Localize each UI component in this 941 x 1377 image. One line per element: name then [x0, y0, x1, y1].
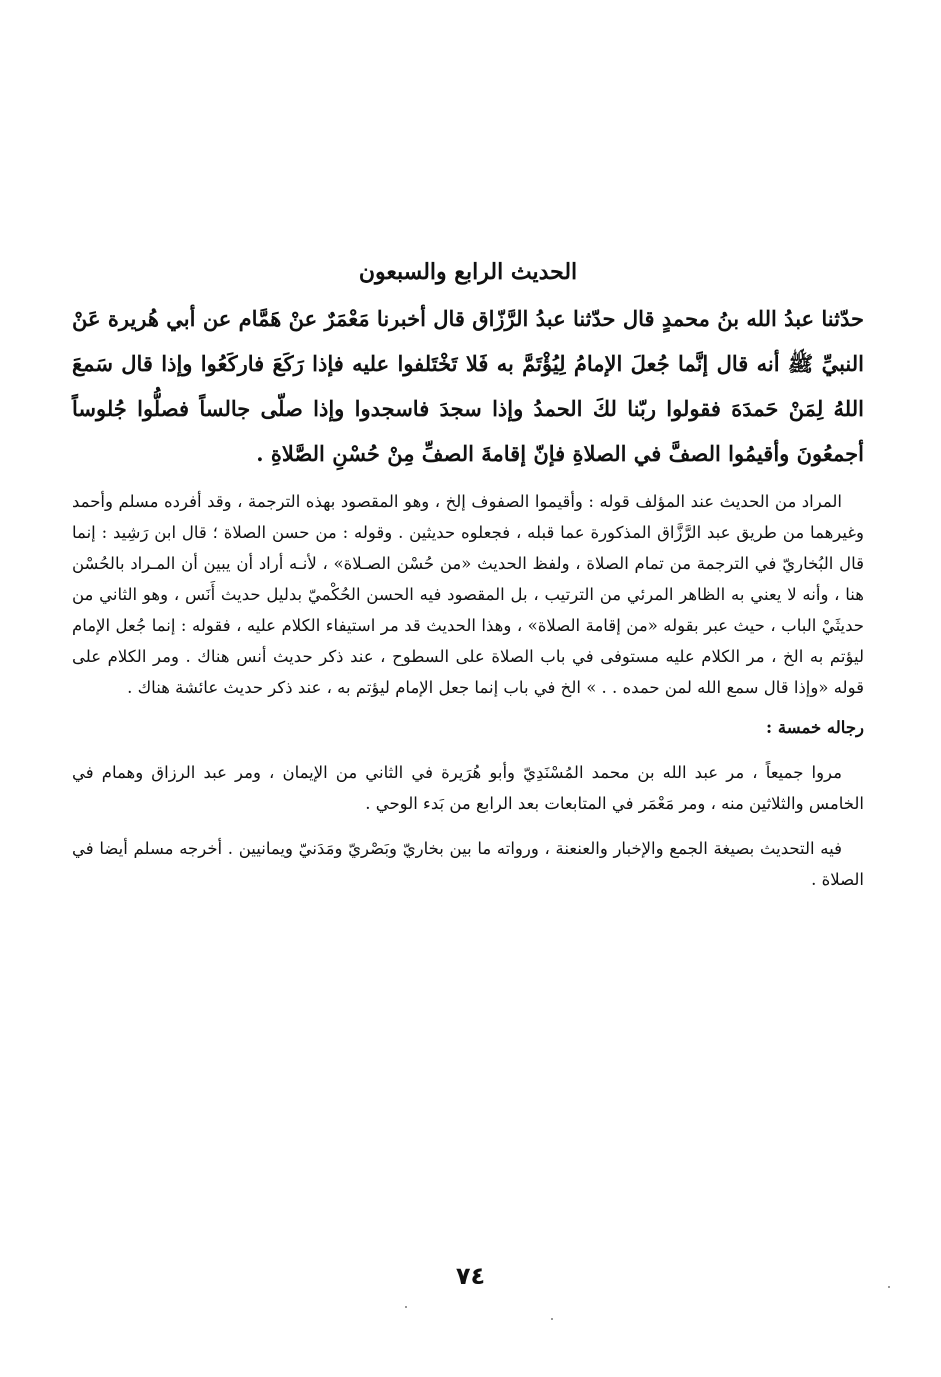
commentary-paragraph: المراد من الحديث عند المؤلف قوله : وأقيموا الصفوف إلخ ، وهو المقصود بهذه الترجمة ، وقد أفرده مسلم وأحمد وغيرهما من طريق عبد الرَّزَّاق المذكورة عما قبله ، فجعلوه حديثين . وقوله : من حسن الصلاة ؛ قال ابن رَشِيد : إنما قال البُخاريّ في الترجمة من تمام الصلاة ، ولفظ الحديث «من حُسْن الصـلاة» ، لأنـه أراد أن يبين أن المـراد بالحُسْن هنا ، وأنه لا يعني به الظاهر المرئي من الترتيب ، بل المقصود فيه الحسن الحُكْميّ بدليل حديث أَنَس ، وهو الثاني من حديثَيْ الباب ، حيث عبر بقوله «من إقامة الصلاة» ، وهذا الحديث قد مر استيفاء الكلام عليه ، فقوله : إنما جُعل الإمام ليؤتم به الخ ، مر الكلام عليه مستوفى في باب الصلاة على السطوح ، عند ذكر حديث أنس هناك . ومر الكلام على قوله «وإذا قال سمع الله لمن حمده . . » الخ في باب إنما جعل الإمام ليؤتم به ، عند ذكر حديث عائشة هناك . — [72, 492, 864, 697]
narrators-heading: رجاله خمسة : — [766, 718, 864, 737]
benefits-paragraph: فيه التحديث بصيغة الجمع والإخبار والعنعنة ، ورواته ما بين بخاريّ وبَصْريّ ومَدَنيّ ويمانيين . أخرجه مسلم أيضا في الصلاة . — [72, 839, 864, 889]
hadith-title: الحديث الرابع والسبعون — [358, 259, 578, 285]
scan-speck — [551, 1318, 553, 1320]
scan-speck — [888, 1286, 890, 1288]
page-body — [72, 252, 864, 909]
scan-speck — [405, 1306, 407, 1308]
page-number: ٧٤ — [455, 1262, 486, 1290]
hadith-text: حدّثنا عبدُ الله بنُ محمدٍ قال حدّثنا عبدُ الرَّزّاق قال أخبرنا مَعْمَرٌ عنْ هَمَّام عن أبي هُريرة عَنْ النبيِّ ﷺ أنه قال إنَّما جُعلَ الإمامُ لِيُؤْتَمَّ به فَلا تَخْتَلفوا عليه فإذا رَكَعَ فاركَعُوا وإذا قال سَمعَ اللهُ لِمَنْ حَمدَهَ فقولوا ربّنا لكَ الحمدُ وإذا سجدَ فاسجدوا وإذا صلّى جالساً فصلُّوا جُلوساً أجمعُونَ وأقيمُوا الصفَّ في الصلاةِ فإنّ إقامةَ الصفِّ مِنْ حُسْنِ الصَّلاةِ . — [72, 306, 864, 466]
narrators-paragraph: مروا جميعاً ، مر عبد الله بن محمد المُسْنَدِيّ وأبو هُرَيرة في الثاني من الإيمان ، ومر عبد الرزاق وهمام في الخامس والثلاثين منه ، ومر مَعْمَر في المتابعات بعد الرابع من بَدء الوحي . — [72, 763, 864, 813]
